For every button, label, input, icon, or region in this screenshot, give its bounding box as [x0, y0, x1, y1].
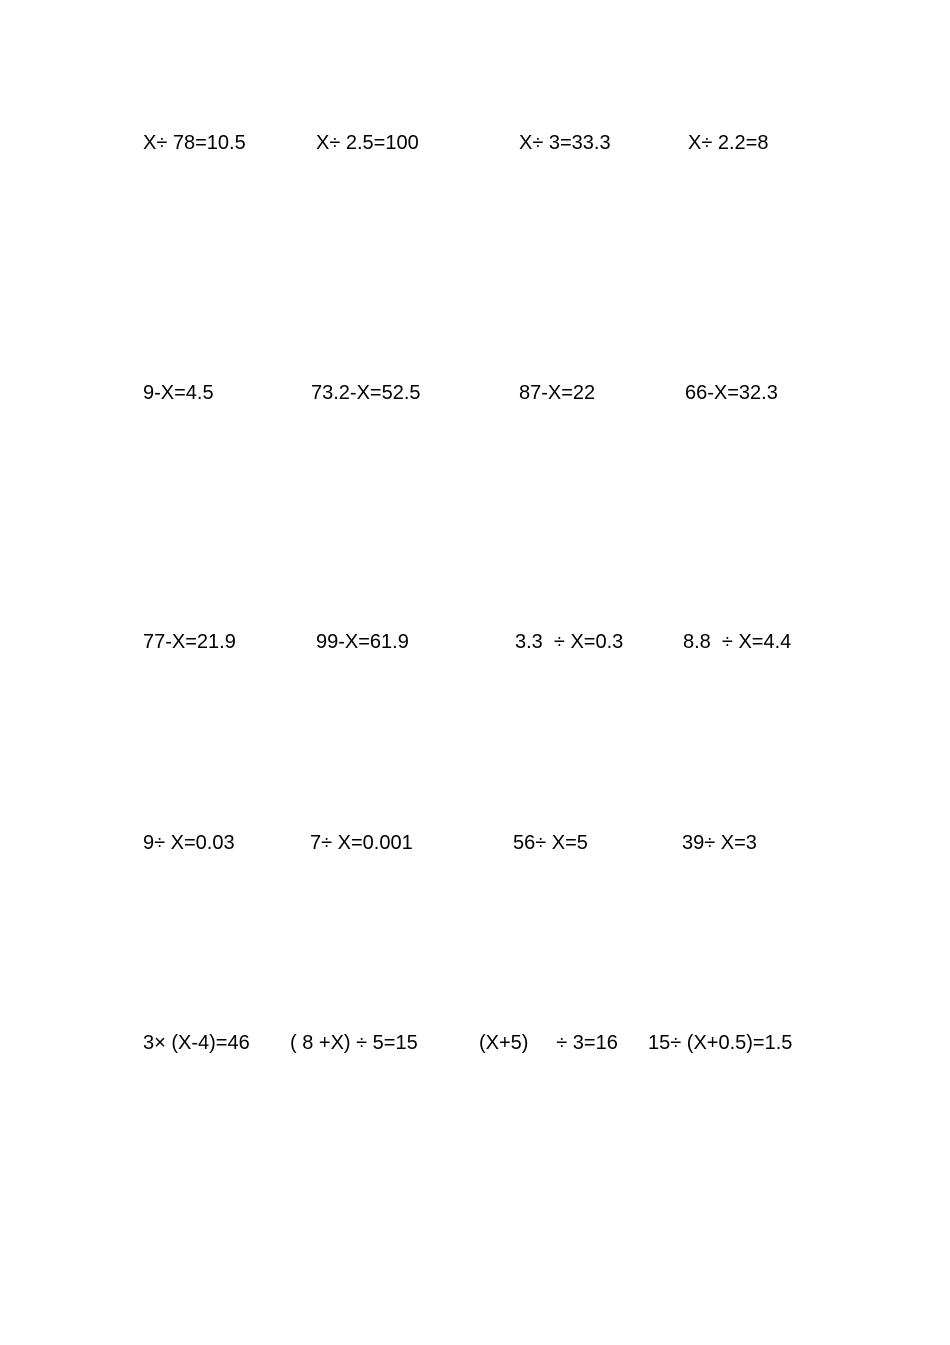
equation: 56÷ X=5 [513, 832, 588, 854]
equation: X÷ 78=10.5 [143, 132, 246, 154]
equation: 3× (X-4)=46 [143, 1032, 250, 1054]
equation: (X+5) ÷ 3=16 [479, 1032, 618, 1054]
equation: 39÷ X=3 [682, 832, 757, 854]
equation-row-4 [0, 828, 950, 858]
equation: X÷ 2.2=8 [688, 132, 769, 154]
equation: 66-X=32.3 [685, 382, 778, 404]
equation: 73.2-X=52.5 [311, 382, 421, 404]
equation: X÷ 3=33.3 [519, 132, 611, 154]
equation: X÷ 2.5=100 [316, 132, 419, 154]
equation-row-5 [0, 1028, 950, 1058]
equation-row-3 [0, 627, 950, 657]
equation-row-1 [0, 128, 950, 158]
equation: 99-X=61.9 [316, 631, 409, 653]
equation: 9-X=4.5 [143, 382, 214, 404]
equation: 15÷ (X+0.5)=1.5 [648, 1032, 793, 1054]
equation: 7÷ X=0.001 [310, 832, 413, 854]
equation: 87-X=22 [519, 382, 596, 404]
equation: 8.8 ÷ X=4.4 [683, 631, 792, 653]
equation: ( 8 +X) ÷ 5=15 [290, 1032, 418, 1054]
equation: 77-X=21.9 [143, 631, 236, 653]
equation-row-2 [0, 378, 950, 408]
equation: 3.3 ÷ X=0.3 [515, 631, 624, 653]
equation: 9÷ X=0.03 [143, 832, 235, 854]
